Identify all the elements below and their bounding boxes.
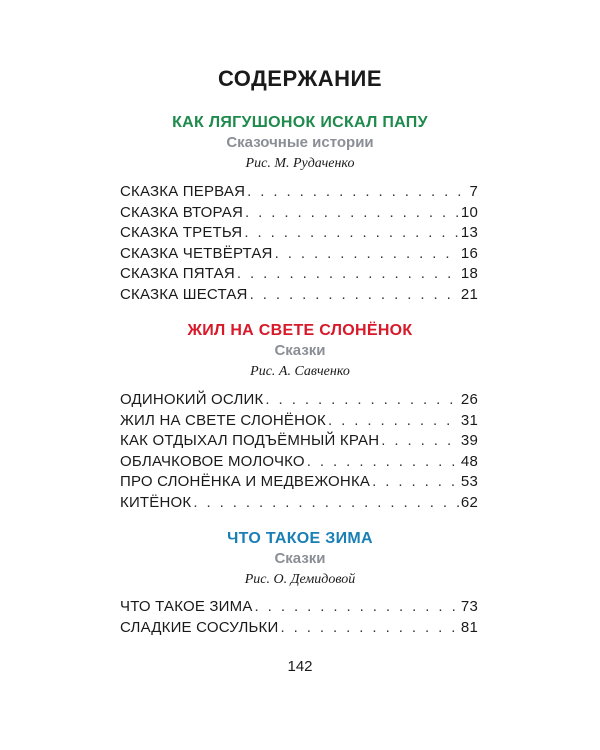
toc-entry[interactable] [120,598,478,619]
toc-leader-dots [265,391,458,408]
toc-leader-dots [237,265,459,282]
toc-leader-dots [255,598,459,615]
toc-entry[interactable] [120,619,478,640]
section-illustrator: Рис. О. Демидовой [244,572,356,587]
toc-entry[interactable] [120,204,478,225]
section-illustrator: Рис. М. Рудаченко [245,156,355,171]
toc-entry-page: 18 [460,265,478,282]
toc-entry-page: 48 [460,452,478,470]
toc-entry[interactable] [120,265,478,286]
toc-entry-title: КИТЁНОК [120,493,192,511]
toc-entry-title: СКАЗКА ТРЕТЬЯ [120,224,243,241]
section-2-header [0,321,600,382]
toc-entry-page: 53 [460,473,478,490]
toc-leader-dots [244,224,459,241]
toc-entry[interactable] [120,224,478,245]
toc-entry-title: СКАЗКА ПЯТАЯ [120,265,235,282]
toc-leader-dots [328,412,459,429]
toc-leader-dots [275,245,459,262]
toc-entry-page: 21 [460,285,478,303]
toc-list-section-1 [120,183,478,306]
toc-entry-title: СКАЗКА ЧЕТВЁРТАЯ [120,244,273,262]
toc-list-section-2 [120,391,478,514]
toc-leader-dots [381,432,459,449]
toc-entry-title: ЧТО ТАКОЕ ЗИМА [120,598,253,615]
toc-list-section-3 [120,598,478,639]
section-subtitle: Сказки [274,550,326,567]
toc-entry-page: 26 [460,391,478,408]
section-title: КАК ЛЯГУШОНОК ИСКАЛ ПАПУ [172,114,428,131]
toc-entry-page: 81 [460,618,478,636]
toc-entry-page: 31 [460,411,478,429]
toc-entry[interactable] [120,432,478,453]
toc-entry-page: 10 [460,203,478,221]
toc-leader-dots [280,619,458,636]
toc-entry[interactable] [120,473,478,494]
toc-entry-title: ПРО СЛОНЁНКА И МЕДВЕЖОНКА [120,473,371,490]
section-1-header [0,113,600,174]
section-title: ЖИЛ НА СВЕТЕ СЛОНЁНОК [187,322,413,339]
section-title: ЧТО ТАКОЕ ЗИМА [227,530,373,547]
toc-entry-title: КАК ОТДЫХАЛ ПОДЪЁМНЫЙ КРАН [120,432,380,449]
section-illustrator: Рис. А. Савченко [250,364,350,379]
toc-entry[interactable] [120,453,478,474]
toc-entry[interactable] [120,412,478,433]
toc-entry-page: 39 [460,432,478,449]
toc-leader-dots [250,286,459,303]
toc-entry[interactable] [120,494,478,515]
toc-leader-dots [307,453,459,470]
toc-entry-title: ЖИЛ НА СВЕТЕ СЛОНЁНОК [120,411,326,429]
section-3-header [0,529,600,590]
toc-leader-dots [245,204,459,221]
section-subtitle: Сказки [274,342,326,359]
toc-entry-page: 62 [460,493,478,511]
toc-entry-page: 7 [469,183,478,200]
page-number: 142 [287,658,313,675]
toc-entry[interactable] [120,183,478,204]
section-subtitle: Сказочные истории [226,134,374,151]
toc-entry[interactable] [120,391,478,412]
toc-entry-page: 13 [460,224,478,241]
toc-entry-title: СКАЗКА ШЕСТАЯ [120,285,248,303]
toc-entry-title: СЛАДКИЕ СОСУЛЬКИ [120,618,279,636]
page-title: СОДЕРЖАНИЕ [217,66,383,91]
toc-entry[interactable] [120,245,478,266]
toc-leader-dots [193,494,459,511]
toc-leader-dots [247,183,467,200]
toc-entry[interactable] [120,286,478,307]
toc-entry-title: ОДИНОКИЙ ОСЛИК [120,391,264,408]
toc-leader-dots [372,473,459,490]
toc-entry-title: СКАЗКА ВТОРАЯ [120,203,243,221]
toc-entry-page: 73 [460,598,478,615]
toc-entry-title: СКАЗКА ПЕРВАЯ [120,183,246,200]
toc-entry-page: 16 [460,244,478,262]
toc-entry-title: ОБЛАЧКОВОЕ МОЛОЧКО [120,452,305,470]
